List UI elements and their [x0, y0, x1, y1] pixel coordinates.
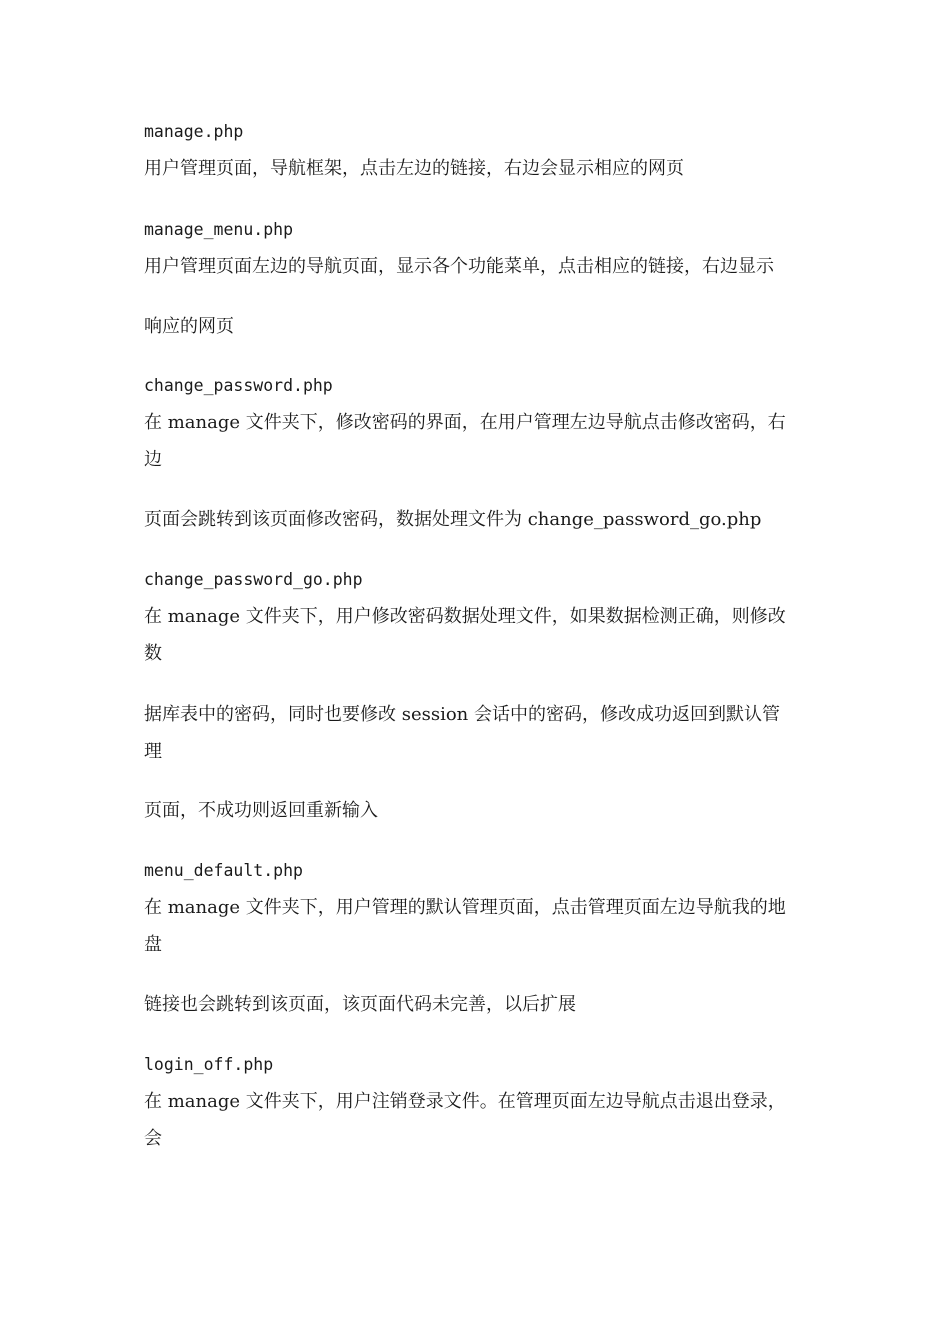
- description-line: 据库表中的密码，同时也要修改 session 会话中的密码，修改成功返回到默认管: [144, 704, 780, 725]
- description-line: 在 manage 文件夹下，用户管理的默认管理页面，点击管理页面左边导航我的地: [144, 897, 786, 918]
- filename-heading: manage_menu.php: [144, 220, 294, 239]
- filename-heading: menu_default.php: [144, 861, 303, 880]
- description-line: 在 manage 文件夹下，用户注销登录文件。在管理页面左边导航点击退出登录，: [144, 1091, 786, 1112]
- description-line: 链接也会跳转到该页面，该页面代码未完善，以后扩展: [144, 994, 576, 1015]
- description-line: 盘: [144, 934, 162, 955]
- description-line: 用户管理页面，导航框架，点击左边的链接，右边会显示相应的网页: [144, 158, 684, 179]
- description-line: 边: [144, 449, 162, 470]
- description-line: 数: [144, 643, 162, 664]
- description-line: 在 manage 文件夹下，修改密码的界面，在用户管理左边导航点击修改密码，右: [144, 412, 786, 433]
- filename-heading: login_off.php: [144, 1055, 274, 1074]
- description-line: 在 manage 文件夹下，用户修改密码数据处理文件，如果数据检测正确，则修改: [144, 606, 786, 627]
- description-line: 页面会跳转到该页面修改密码，数据处理文件为 change_password_go.php: [144, 509, 762, 530]
- description-line: 页面，不成功则返回重新输入: [144, 800, 378, 821]
- description-line: 会: [144, 1128, 162, 1149]
- description-line: 用户管理页面左边的导航页面，显示各个功能菜单，点击相应的链接，右边显示: [144, 256, 774, 277]
- filename-heading: change_password_go.php: [144, 570, 363, 589]
- filename-heading: manage.php: [144, 122, 244, 141]
- description-line: 响应的网页: [144, 316, 234, 337]
- filename-heading: change_password.php: [144, 376, 333, 395]
- description-line: 理: [144, 741, 162, 762]
